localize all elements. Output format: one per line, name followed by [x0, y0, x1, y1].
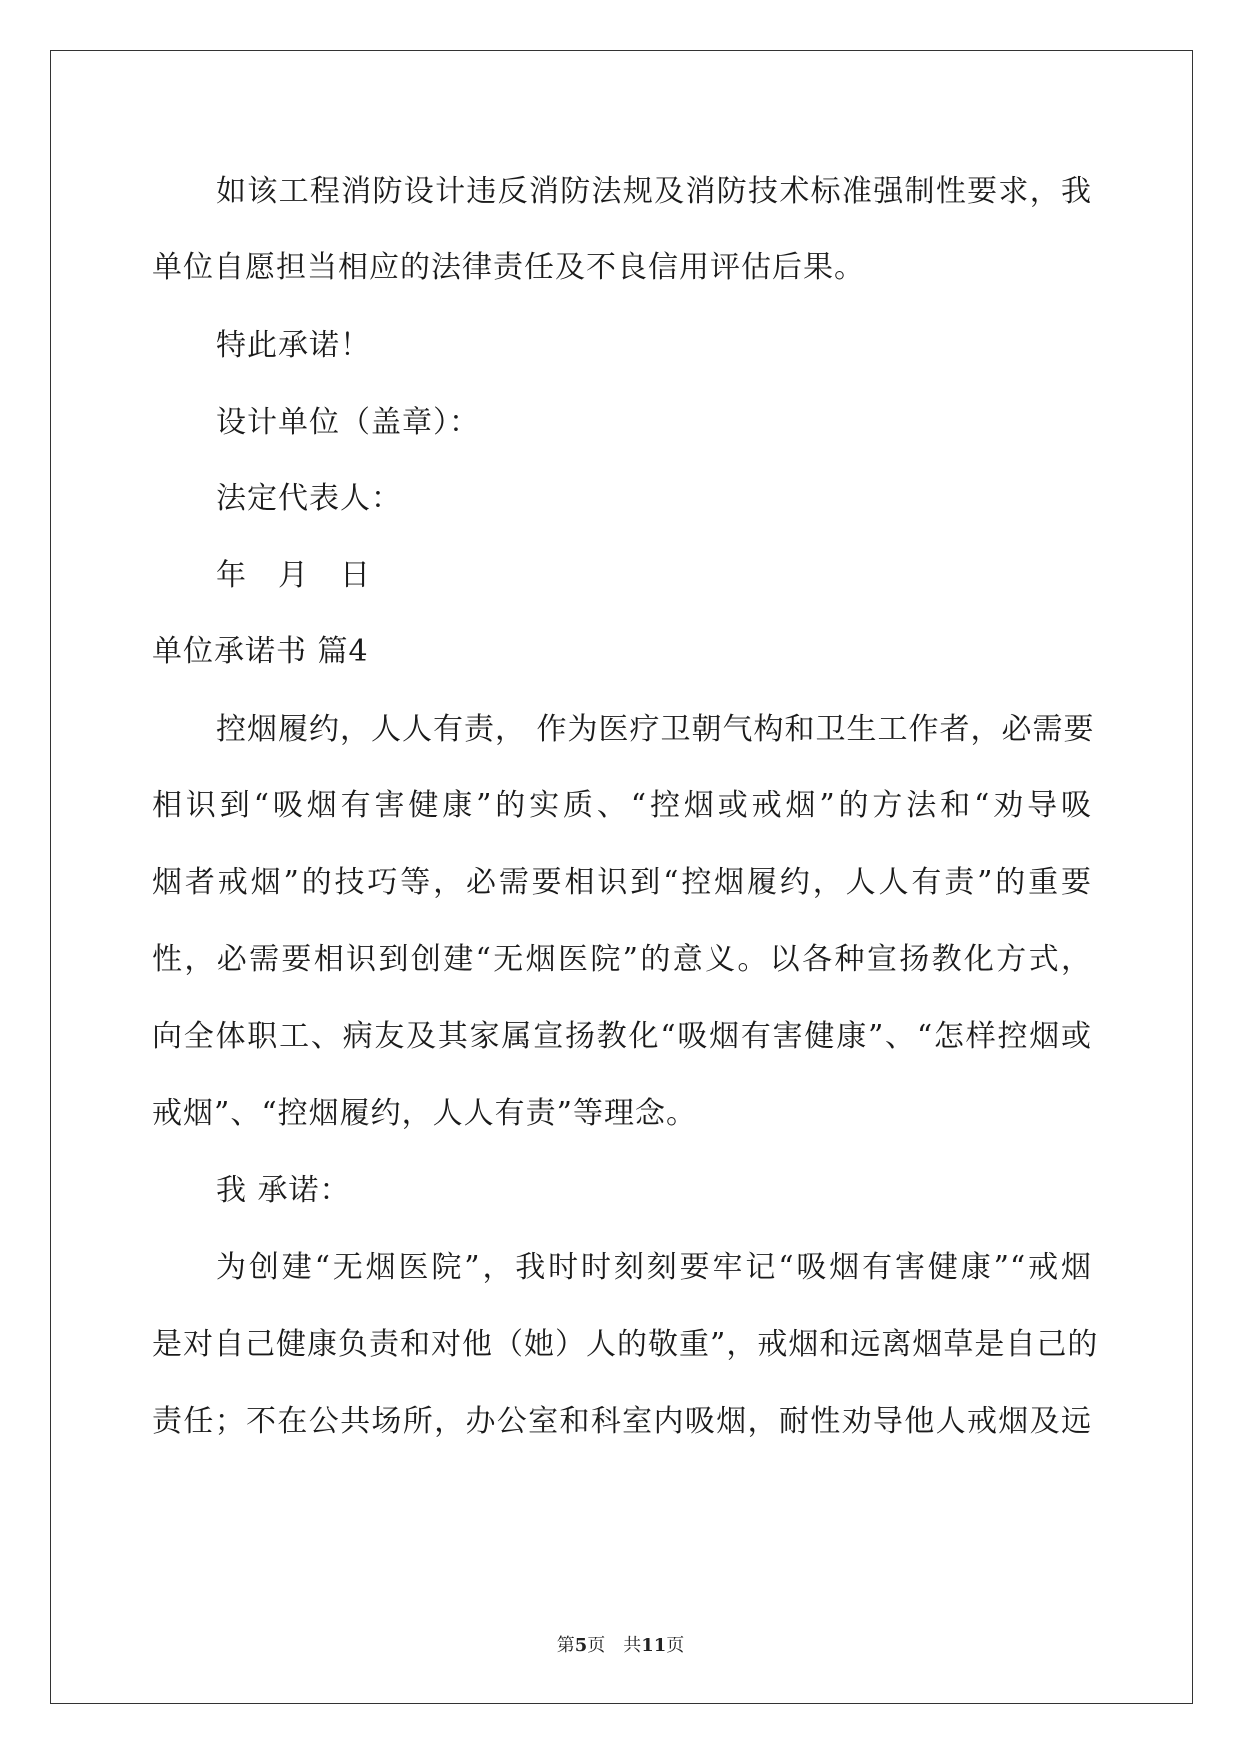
pledge-heading: 我 承诺： [216, 1173, 351, 1208]
design-unit-seal-label: 设计单位（盖章）： [216, 405, 480, 440]
total-suffix: 页 [666, 1635, 685, 1656]
paragraph-line: 性，必需要相识到创建“无烟医院”的意义。以各种宣扬教化方式， [152, 942, 1092, 977]
paragraph-line: 为创建“无烟医院”，我时时刻刻要牢记“吸烟有害健康”“戒烟 [216, 1250, 1092, 1285]
closing-statement: 特此承诺！ [216, 328, 371, 363]
page-suffix: 页 [587, 1635, 606, 1656]
date-line: 年 月 日 [216, 558, 371, 593]
paragraph-line: 相识到“吸烟有害健康”的实质、“控烟或戒烟”的方法和“劝导吸 [152, 788, 1092, 823]
paragraph-line: 单位自愿担当相应的法律责任及不良信用评估后果。 [152, 250, 865, 285]
paragraph-line: 责任；不在公共场所，办公室和科室内吸烟，耐性劝导他人戒烟及远 [152, 1404, 1092, 1439]
section-heading: 单位承诺书 篇4 [152, 634, 369, 669]
paragraph-line: 是对自己健康负责和对他（她）人的敬重”，戒烟和远离烟草是自己的 [152, 1327, 1099, 1362]
page-number: 5 [574, 1635, 588, 1656]
page-total: 11 [641, 1635, 667, 1656]
total-prefix: 共 [623, 1635, 642, 1656]
paragraph-line: 控烟履约，人人有责， 作为医疗卫朝气构和卫生工作者，必需要 [216, 712, 1095, 747]
paragraph-line: 如该工程消防设计违反消防法规及消防技术标准强制性要求，我 [216, 174, 1092, 209]
legal-representative-label: 法定代表人： [216, 481, 402, 516]
paragraph-line: 烟者戒烟”的技巧等，必需要相识到“控烟履约，人人有责”的重要 [152, 865, 1092, 900]
paragraph-line: 戒烟”、“控烟履约，人人有责”等理念。 [152, 1096, 698, 1131]
paragraph-line: 向全体职工、病友及其家属宣扬教化“吸烟有害健康”、“怎样控烟或 [152, 1019, 1092, 1054]
page-footer [0, 1635, 1241, 1657]
page-prefix: 第 [556, 1635, 575, 1656]
